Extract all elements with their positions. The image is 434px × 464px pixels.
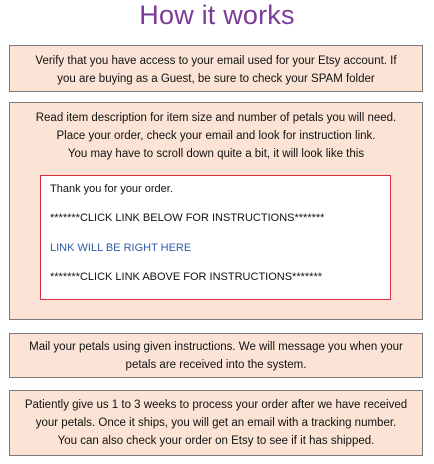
step-3-line-1: Mail your petals using given instructions. We will message you when your	[29, 341, 403, 353]
step-1-box	[9, 45, 423, 92]
example-thank-you-line: Thank you for your order.	[50, 183, 173, 195]
step-4-line-1: Patiently give us 1 to 3 weeks to process your order after we have received	[24, 399, 408, 411]
step-2-line-3: You may have to scroll down quite a bit, it will look like this	[67, 148, 365, 160]
step-2-box	[9, 102, 423, 320]
step-3-box	[9, 333, 423, 378]
example-click-above-line: *******CLICK LINK ABOVE FOR INSTRUCTIONS*******	[50, 271, 323, 283]
page-title: How it works	[139, 0, 295, 30]
step-4-line-2: your petals. Once it ships, you will get an email with a tracking number.	[35, 417, 397, 429]
example-email-box	[40, 175, 391, 300]
step-3-line-2: petals are received into the system.	[125, 359, 307, 371]
step-2-line-2: Place your order, check your email and look for instruction link.	[56, 130, 376, 142]
step-1-line-2: you are buying as a Guest, be sure to check your SPAM folder	[57, 73, 375, 85]
step-4-box	[9, 390, 423, 456]
step-2-line-1: Read item description for item size and number of petals you will need.	[35, 112, 397, 124]
example-link-placeholder[interactable]: LINK WILL BE RIGHT HERE	[50, 242, 192, 254]
step-1-line-1: Verify that you have access to your email used for your Etsy account. If	[35, 55, 397, 67]
step-4-line-3: You can also check your order on Etsy to see if it has shipped.	[57, 435, 375, 447]
example-click-below-line: *******CLICK LINK BELOW FOR INSTRUCTIONS*******	[50, 212, 325, 224]
